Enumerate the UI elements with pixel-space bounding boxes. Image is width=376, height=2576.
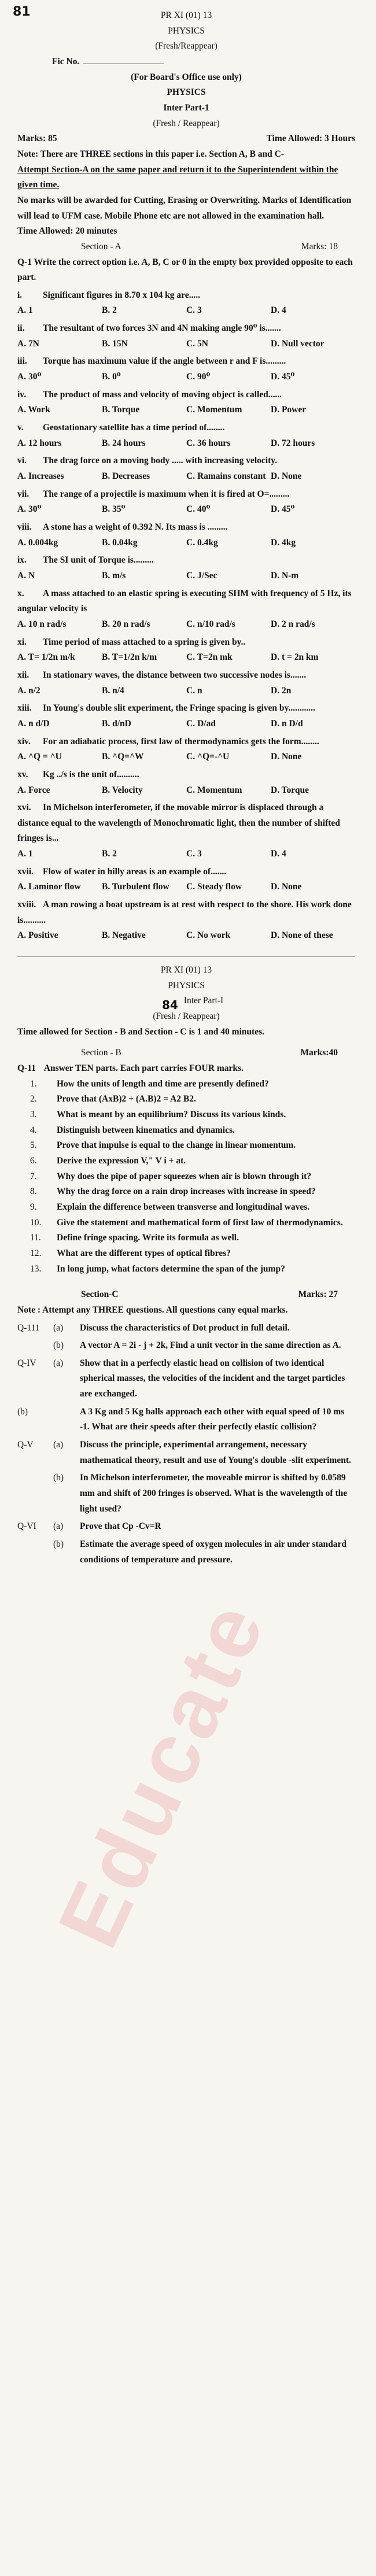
mcq-number: v.	[17, 423, 24, 433]
mcq-question	[17, 288, 355, 304]
mcq-option: B. Turbulent flow	[102, 882, 169, 892]
board-office-note: (For Board's Office use only)	[131, 72, 242, 82]
question-number	[17, 1537, 53, 1568]
section-b-question	[17, 1123, 355, 1139]
section-c-question	[17, 1356, 355, 1402]
section-c-question	[17, 1537, 355, 1568]
mcq-question	[17, 635, 355, 651]
mcq-question	[17, 668, 355, 683]
mcq-option: B. 15N	[102, 338, 128, 349]
section-b-question	[17, 1184, 355, 1200]
mcq-question	[17, 800, 355, 847]
mcq-option: C. Ramains constant	[186, 471, 266, 482]
question-text: Why the drag force on a rain drop increases with increase in speed?	[57, 1187, 316, 1197]
section-b-question	[17, 1077, 355, 1092]
mcq-option: C. ^Q=-^U	[186, 752, 230, 762]
mcq-number: vi.	[17, 456, 27, 466]
mcq-number: ii.	[17, 323, 25, 334]
part2-code: PR XI (01) 13	[160, 965, 212, 975]
mcq-number: vii.	[17, 489, 30, 499]
question-number: 5.	[30, 1140, 37, 1151]
mcq-text: The range of a projectile is maximum when it is fired at O=.........	[43, 489, 290, 499]
question-number: 4.	[30, 1125, 37, 1135]
mcq-item	[17, 635, 355, 666]
mcq-options	[17, 369, 355, 385]
question-number: Q-111	[17, 1322, 40, 1333]
section-a-marks: Marks: 18	[301, 241, 338, 252]
mcq-option: B. 2	[102, 849, 117, 859]
mcq-text: Time period of mass attached to a spring is given by..	[43, 637, 246, 647]
mcq-option: C. 3	[186, 305, 202, 316]
question-number: 9.	[30, 1202, 37, 1212]
mcq-option: A. 1	[17, 305, 33, 316]
mcq-text: In stationary waves, the distance between two successive nodes is.......	[43, 670, 307, 680]
part2-type: (Fresh / Reappear)	[153, 1011, 220, 1022]
part2-header	[17, 963, 355, 1040]
mcq-option: D. 4	[271, 849, 286, 859]
mcq-options	[17, 469, 355, 485]
section-a-title: Section - A	[81, 241, 121, 252]
mcq-number: xv.	[17, 769, 28, 779]
q1-text: Write the correct option i.e. A, B, C or 0 in the empty box provided opposite to each part.	[17, 257, 353, 283]
mcq-option: B. d/nD	[102, 718, 131, 729]
mcq-option: A. Positive	[17, 930, 58, 941]
mcq-option: C. n/10 rad/s	[186, 619, 235, 629]
mcq-option: D. Torque	[271, 785, 309, 795]
question-text: A 3 Kg and 5 Kg balls approach each other with equal speed of 10 ms -1. What are their speeds after their perfectly elastic collision?	[80, 1406, 345, 1432]
mcq-question	[17, 487, 355, 502]
mcq-number: xiv.	[17, 736, 31, 746]
mcq-option: A. Work	[17, 405, 50, 415]
mcq-option: A. 1	[17, 849, 33, 859]
mcq-item	[17, 734, 355, 765]
mcq-options	[17, 402, 355, 418]
q11-text: Answer TEN parts. Each part carries FOUR marks.	[43, 1063, 244, 1073]
question-part: (b)	[53, 1539, 64, 1550]
question-part: (a)	[53, 1322, 64, 1333]
mcq-option: B. ^Q=^W	[102, 752, 144, 762]
mcq-option: A. Laminor flow	[17, 882, 81, 892]
mcq-number: iii.	[17, 356, 27, 367]
mcq-option: B. 35⁰	[102, 504, 126, 515]
mcq-item	[17, 668, 355, 698]
subject-title: PHYSICS	[168, 25, 205, 36]
mcq-option: D. 72 hours	[271, 438, 315, 448]
question-text: Prove that Cp -Cv=R	[80, 1521, 161, 1532]
section-c-question	[17, 1321, 355, 1336]
mcq-option: B. n/4	[102, 685, 124, 696]
section-c-header	[17, 1287, 355, 1303]
section-b-header	[17, 1045, 355, 1061]
mcq-option: B. T=1/2n k/m	[102, 652, 157, 663]
mcq-text: The product of mass and velocity of moving object is called......	[43, 389, 282, 400]
question-text: How the units of length and time are presently defined?	[57, 1078, 269, 1089]
mcq-options	[17, 535, 355, 551]
mcq-option: C. 5N	[186, 338, 208, 349]
question-number: 11.	[30, 1233, 41, 1243]
section-b-question	[17, 1200, 355, 1215]
question-number: 13.	[30, 1263, 42, 1274]
watermark: Educate	[39, 1584, 284, 1961]
mcq-number: iv.	[17, 389, 27, 400]
question-part: (a)	[53, 1358, 64, 1368]
mcq-options	[17, 303, 355, 319]
question-text: Derive the expression V," V i + at.	[57, 1155, 186, 1166]
q1-label: Q-1	[17, 257, 32, 267]
handwritten-page-number-top: 81	[13, 5, 31, 19]
fic-label: Fic No.	[52, 56, 80, 66]
mcq-option: A. 7N	[17, 338, 39, 349]
mcq-number: ix.	[17, 555, 27, 566]
mcq-option: B. Negative	[102, 930, 146, 941]
mcq-item	[17, 701, 355, 731]
page-divider	[17, 956, 355, 957]
mcq-option: C. Momentum	[186, 405, 242, 415]
question-text: Show that in a perfectly elastic head on collision of two identical spherical masses, the velocities of the incident and the target particles are exchanged.	[80, 1358, 345, 1399]
mcq-text: Torque has maximum value if the angle between r and F is.........	[43, 356, 286, 367]
fic-number-field	[52, 54, 355, 70]
mcq-option: D. Null vector	[271, 338, 325, 349]
mcq-item	[17, 767, 355, 798]
mcq-option: D. 2 n rad/s	[271, 619, 315, 629]
question-text: In Michelson interferometer, the moveable mirror is shifted by 0.0589 mm and shift of 200 fringes is observed. What is the wavelength of the light used?	[80, 1473, 348, 1514]
mcq-number: xi.	[17, 637, 27, 647]
mcq-option: D. 45⁰	[271, 372, 295, 382]
mcq-option: B. m/s	[102, 570, 126, 581]
mcq-text: In Michelson interferometer, if the movable mirror is displaced through a distance equal to the wavelength of Monochromatic light, then the number of shifted fringes is...	[17, 803, 340, 844]
paper-type: (Fresh/Reappear)	[155, 41, 218, 51]
handwritten-page-number-mid: 84	[162, 998, 178, 1012]
mcq-option: A. N	[17, 570, 35, 581]
mcq-option: B. 0.04kg	[102, 537, 138, 548]
section-b-title: Section - B	[81, 1048, 121, 1058]
mcq-option: D. 2n	[271, 685, 292, 696]
section-b-question	[17, 1215, 355, 1231]
mcq-text: The drag force on a moving body ..... with increasing velocity.	[43, 456, 278, 466]
question-number: 7.	[30, 1171, 37, 1181]
question-text: Prove that impulse is equal to the change in linear momentum.	[57, 1140, 296, 1151]
question-part: (b)	[53, 1340, 64, 1351]
mcq-item	[17, 453, 355, 484]
mcq-option: C. J/Sec	[186, 570, 218, 581]
mcq-option: B. 2	[102, 305, 117, 316]
mcq-option: A. 30⁰	[17, 504, 42, 515]
mcq-option: A. 10 n rad/s	[17, 619, 67, 629]
total-marks: Marks: 85	[17, 134, 57, 144]
question-part: (b)	[53, 1473, 64, 1483]
mcq-option: B. 20 n rad/s	[102, 619, 150, 629]
question-text: What is meant by an equilibrium? Discuss its various kinds.	[57, 1109, 286, 1119]
mcq-option: B. Velocity	[102, 785, 143, 795]
question-number: 6.	[30, 1155, 37, 1166]
mcq-number: viii.	[17, 522, 32, 532]
mcq-item	[17, 420, 355, 451]
section-c-marks: Marks: 27	[298, 1289, 338, 1300]
mcq-options	[17, 879, 355, 895]
question-text: Discuss the principle, experimental arrangement, necessary mathematical theory, result and use of Young's double -slit experiment.	[80, 1440, 351, 1465]
q11-instruction	[17, 1061, 355, 1077]
question-text: In long jump, what factors determine the span of the jump?	[57, 1263, 285, 1274]
mcq-options	[17, 928, 355, 944]
mcq-number: i.	[17, 290, 23, 300]
section-c-question	[17, 1519, 355, 1535]
question-number: Q-IV	[17, 1358, 36, 1368]
mcq-item	[17, 321, 355, 352]
question-text: A vector A = 2i - j + 2k, Find a unit vector in the same direction as A.	[80, 1340, 341, 1351]
section-b-question	[17, 1246, 355, 1262]
mcq-option: A. Force	[17, 785, 50, 795]
paper-type-2: (Fresh / Reappear)	[153, 118, 220, 128]
section-b-marks: Marks:40	[300, 1048, 338, 1058]
section-b-question	[17, 1169, 355, 1185]
mcq-option: D. n D/d	[271, 718, 303, 729]
mcq-option: D. N-m	[271, 570, 299, 581]
mcq-text: Geostationary satellite has a time period of........	[43, 423, 225, 433]
mcq-item	[17, 354, 355, 385]
mcq-option: B. 0⁰	[102, 372, 121, 382]
mcq-options	[17, 683, 355, 699]
section-b-list	[17, 1077, 355, 1277]
question-number	[17, 1470, 53, 1517]
mcq-option: A. 30⁰	[17, 372, 42, 382]
question-text: Discuss the characteristics of Dot product in full detail.	[80, 1322, 290, 1333]
question-number: 1.	[30, 1078, 37, 1089]
mcq-options	[17, 568, 355, 584]
mcq-option: C. No work	[186, 930, 231, 941]
mcq-option: A. Increases	[17, 471, 64, 482]
question-number: 8.	[30, 1187, 37, 1197]
mcq-item	[17, 387, 355, 418]
question-number	[17, 1338, 53, 1354]
mcq-option: A. n d/D	[17, 718, 50, 729]
mcq-number: x.	[17, 588, 24, 598]
mcq-option: C. 90⁰	[186, 372, 211, 382]
mcq-list	[17, 288, 355, 944]
q1-instruction	[17, 255, 355, 286]
mcq-question	[17, 453, 355, 469]
mcq-options	[17, 650, 355, 666]
question-part: (a)	[53, 1521, 64, 1532]
section-b-question	[17, 1262, 355, 1277]
question-text: Explain the difference between transverse and longitudinal waves.	[57, 1202, 310, 1212]
question-number: 10.	[30, 1217, 42, 1228]
mcq-text: A stone has a weight of 0.392 N. Its mass is .........	[43, 522, 228, 532]
time-20-minutes: Time Allowed: 20 minutes	[17, 226, 117, 236]
section-c-note: Note : Attempt any THREE questions. All questions cany equal marks.	[17, 1304, 288, 1315]
mcq-number: xviii.	[17, 900, 36, 910]
mcq-option: A. ^Q = ^U	[17, 752, 62, 762]
part2-part: Inter Part-I	[183, 996, 224, 1006]
mcq-options	[17, 436, 355, 452]
no-marks-instruction: No marks will be awarded for Cutting, Erasing or Overwriting. Marks of Identification will lead to UFM case. Mobile Phone etc are not allowed in the examination hall.	[17, 195, 352, 221]
question-number: Q-V	[17, 1440, 34, 1450]
mcq-text: The SI unit of Torque is.........	[43, 555, 154, 566]
mcq-item	[17, 520, 355, 550]
mcq-option: C. 3	[186, 849, 202, 859]
mcq-question	[17, 767, 355, 783]
mcq-option: D. None	[271, 752, 302, 762]
part2-subject: PHYSICS	[168, 980, 205, 991]
mcq-question	[17, 387, 355, 403]
mcq-number: xvi.	[17, 803, 31, 813]
mcq-option: C. 36 hours	[186, 438, 231, 448]
mcq-option: C. n	[186, 685, 202, 696]
mcq-option: B. 24 hours	[102, 438, 146, 448]
mcq-item	[17, 586, 355, 633]
question-part	[53, 1405, 80, 1435]
mcq-option: C. Steady flow	[186, 882, 242, 892]
mcq-options	[17, 716, 355, 732]
question-text: Estimate the average speed of oxygen molecules in air under standard conditions of temperature and pressure.	[80, 1539, 346, 1565]
mcq-question	[17, 420, 355, 436]
section-c-question	[17, 1470, 355, 1517]
mcq-text: Flow of water in hilly areas is an example of.......	[43, 866, 227, 877]
mcq-question	[17, 864, 355, 880]
mcq-number: xvii.	[17, 866, 34, 877]
q11-label: Q-11	[17, 1063, 36, 1073]
question-text: Distinguish between kinematics and dynamics.	[57, 1125, 235, 1135]
mcq-item	[17, 897, 355, 944]
question-part: (a)	[53, 1440, 64, 1450]
mcq-option: C. D/ad	[186, 718, 216, 729]
mcq-option: D. None	[271, 882, 302, 892]
mcq-text: The resultant of two forces 3N and 4N making angle 90⁰ is.......	[43, 323, 281, 334]
part2-time: Time allowed for Section - B and Section - C is 1 and 40 minutes.	[17, 1026, 264, 1037]
mcq-option: D. Power	[271, 405, 307, 415]
question-number: 2.	[30, 1094, 37, 1104]
mcq-item	[17, 553, 355, 583]
part-label: Inter Part-1	[163, 102, 209, 113]
mcq-option: D. 45⁰	[271, 504, 295, 515]
mcq-options	[17, 617, 355, 633]
time-allowed: Time Allowed: 3 Hours	[266, 134, 355, 144]
section-c-question	[17, 1338, 355, 1354]
mcq-text: A mass attached to an elastic spring is executing SHM with frequency of 5 Hz, its angular velocity is	[17, 588, 352, 614]
mcq-item	[17, 864, 355, 895]
mcq-question	[17, 897, 355, 928]
section-c-list	[17, 1321, 355, 1568]
mcq-option: D. None	[271, 471, 302, 482]
section-c-title: Section-C	[81, 1289, 119, 1300]
mcq-option: D. None of these	[271, 930, 333, 941]
mcq-option: A. T= 1/2n m/k	[17, 652, 75, 663]
mcq-options	[17, 337, 355, 352]
mcq-options	[17, 749, 355, 765]
mcq-option: D. 4	[271, 305, 286, 316]
mcq-options	[17, 847, 355, 862]
section-b-question	[17, 1154, 355, 1169]
paper-code: PR XI (01) 13	[160, 10, 212, 20]
question-text: Why does the pipe of paper squeezes when air is blown through it?	[57, 1171, 312, 1181]
section-b-question	[17, 1107, 355, 1123]
section-a-header	[17, 239, 355, 255]
section-b-question	[17, 1092, 355, 1107]
mcq-option: D. 4kg	[271, 537, 296, 548]
mcq-question	[17, 553, 355, 568]
section-c-question	[17, 1405, 355, 1435]
mcq-text: In Young's double slit experiment, the Fringe spacing is given by............	[43, 703, 315, 714]
mcq-question	[17, 321, 355, 337]
mcq-option: B. Decreases	[102, 471, 150, 482]
mcq-item	[17, 800, 355, 862]
question-number: (b)	[17, 1406, 28, 1417]
mcq-question	[17, 586, 355, 617]
mcq-text: Kg ../s is the unit of..........	[43, 769, 139, 779]
mcq-item	[17, 487, 355, 518]
mcq-question	[17, 701, 355, 716]
mcq-option: D. t = 2n km	[271, 652, 319, 663]
section-c-question	[17, 1437, 355, 1468]
mcq-question	[17, 734, 355, 750]
mcq-option: C. 40⁰	[186, 504, 211, 515]
mcq-question	[17, 520, 355, 535]
mcq-text: For an adiabatic process, first law of thermodynamics gets the form........	[43, 736, 319, 746]
marks-time-row	[17, 131, 355, 147]
mcq-item	[17, 288, 355, 319]
mcq-text: Significant figures in 8.70 x 104 kg are.....	[43, 290, 200, 300]
mcq-number: xii.	[17, 670, 30, 680]
section-b-question	[17, 1230, 355, 1246]
question-text: Define fringe spacing. Write its formula as well.	[57, 1233, 239, 1243]
mcq-option: B. Torque	[102, 405, 140, 415]
mcq-option: C. 0.4kg	[186, 537, 218, 548]
question-text: What are the different types of optical fibres?	[57, 1248, 231, 1258]
mcq-option: C. T=2n mk	[186, 652, 233, 663]
question-number: 3.	[30, 1109, 37, 1119]
mcq-option: C. Momentum	[186, 785, 242, 795]
mcq-option: A. 12 hours	[17, 438, 62, 448]
mcq-options	[17, 502, 355, 518]
question-number: Q-VI	[17, 1521, 36, 1532]
mcq-text: A man rowing a boat upstream is at rest with respect to the shore. His work done is..........	[17, 900, 352, 925]
mcq-option: A. n/2	[17, 685, 40, 696]
question-number: 12.	[30, 1248, 42, 1258]
question-text: Give the statement and mathematical form of first law of thermodynamics.	[57, 1217, 343, 1228]
mcq-number: xiii.	[17, 703, 32, 714]
note-sections: Note: There are THREE sections in this paper i.e. Section A, B and C-	[17, 149, 285, 159]
mcq-option: A. 0.004kg	[17, 537, 58, 548]
mcq-question	[17, 354, 355, 369]
subject-title-2: PHYSICS	[167, 87, 206, 98]
mcq-options	[17, 783, 355, 799]
attempt-instruction: Attempt Section-A on the same paper and return it to the Superintendent within the given time.	[17, 164, 338, 190]
question-text: Prove that (AxB)2 + (A.B)2 = A2 B2.	[57, 1094, 196, 1104]
section-b-question	[17, 1138, 355, 1154]
